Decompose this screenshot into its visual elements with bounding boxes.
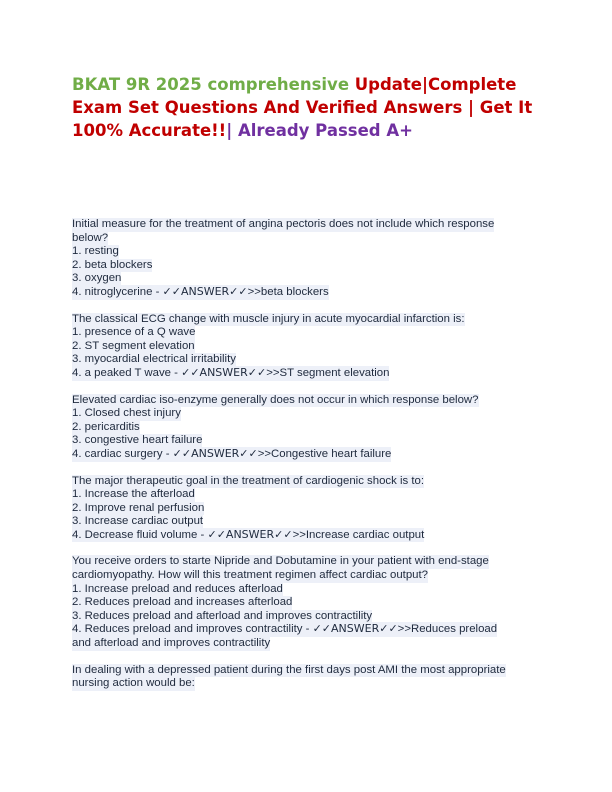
- answer-text: >>beta blockers: [247, 285, 329, 298]
- question-line: The classical ECG change with muscle injury in acute myocardial infarction is:: [72, 312, 465, 325]
- answer-text: >>Reduces preload: [397, 623, 498, 636]
- question-line: The major therapeutic goal in the treatment of cardiogenic shock is to:: [72, 474, 425, 487]
- answer-prefix: 4. Decrease fluid volume -: [72, 528, 208, 541]
- question-line: below?: [72, 231, 109, 244]
- answer-marker: ✓✓ANSWER✓✓: [181, 365, 267, 379]
- question-block: [72, 471, 542, 539]
- answer-prefix: 4. a peaked T wave -: [72, 366, 182, 379]
- question-block: [72, 390, 542, 458]
- question-block: [72, 660, 542, 690]
- option-line: 3. oxygen: [72, 272, 122, 285]
- answer-continuation: and afterload and improves contractility: [72, 637, 271, 650]
- answer-line: [72, 285, 329, 300]
- option-line: 3. Reduces preload and afterload and improves contractility: [72, 609, 373, 622]
- question-line: cardiomyopathy. How will this treatment regimen affect cardiac output?: [72, 569, 429, 582]
- answer-prefix: 4. nitroglycerine -: [72, 285, 163, 298]
- answer-text: >>Congestive heart failure: [257, 447, 392, 460]
- answer-marker: ✓✓ANSWER✓✓: [172, 446, 258, 460]
- option-line: 3. myocardial electrical irritability: [72, 353, 236, 366]
- title-part-red: Update|Complete Exam Set Questions And Verified Answers | Get It 100% Accurate!!: [72, 75, 533, 140]
- option-line: 1. Closed chest injury: [72, 407, 181, 420]
- option-line: 1. Increase preload and reduces afterload: [72, 582, 283, 595]
- answer-line: [72, 447, 391, 462]
- option-line: 3. congestive heart failure: [72, 434, 203, 447]
- question-block: [72, 309, 542, 377]
- question-block: [72, 214, 542, 296]
- answer-marker: ✓✓ANSWER✓✓: [162, 284, 248, 298]
- option-line: 2. beta blockers: [72, 258, 153, 271]
- title-part-green: BKAT 9R 2025 comprehensive: [72, 75, 355, 94]
- answer-line: [72, 528, 424, 543]
- option-line: 3. Increase cardiac output: [72, 515, 204, 528]
- option-line: 1. resting: [72, 245, 119, 258]
- answer-text: >>ST segment elevation: [266, 366, 390, 379]
- option-line: 1. presence of a Q wave: [72, 326, 196, 339]
- answer-marker: ✓✓ANSWER✓✓: [312, 622, 398, 636]
- option-line: 2. Reduces preload and increases afterload: [72, 596, 293, 609]
- title-part-purple: | Already Passed A+: [226, 121, 413, 140]
- document-title: [72, 73, 542, 142]
- option-line: 1. Increase the afterload: [72, 488, 195, 501]
- option-line: 2. ST segment elevation: [72, 339, 195, 352]
- option-line: 2. Improve renal perfusion: [72, 501, 205, 514]
- question-line: In dealing with a depressed patient during the first days post AMI the most appropriate: [72, 663, 506, 676]
- question-line: Elevated cardiac iso-enzyme generally does not occur in which response below?: [72, 393, 479, 406]
- question-line: You receive orders to starte Nipride and Dobutamine in your patient with end-stage: [72, 555, 489, 568]
- question-block: [72, 551, 542, 650]
- answer-prefix: 4. cardiac surgery -: [72, 447, 173, 460]
- answer-prefix: 4. Reduces preload and improves contractility -: [72, 623, 313, 636]
- answer-line: [72, 366, 389, 381]
- question-line: nursing action would be:: [72, 677, 195, 690]
- option-line: 2. pericarditis: [72, 420, 140, 433]
- question-list: [72, 214, 542, 700]
- answer-marker: ✓✓ANSWER✓✓: [207, 527, 293, 541]
- answer-text: >>Increase cardiac output: [292, 528, 425, 541]
- question-line: Initial measure for the treatment of angina pectoris does not include which response: [72, 218, 495, 230]
